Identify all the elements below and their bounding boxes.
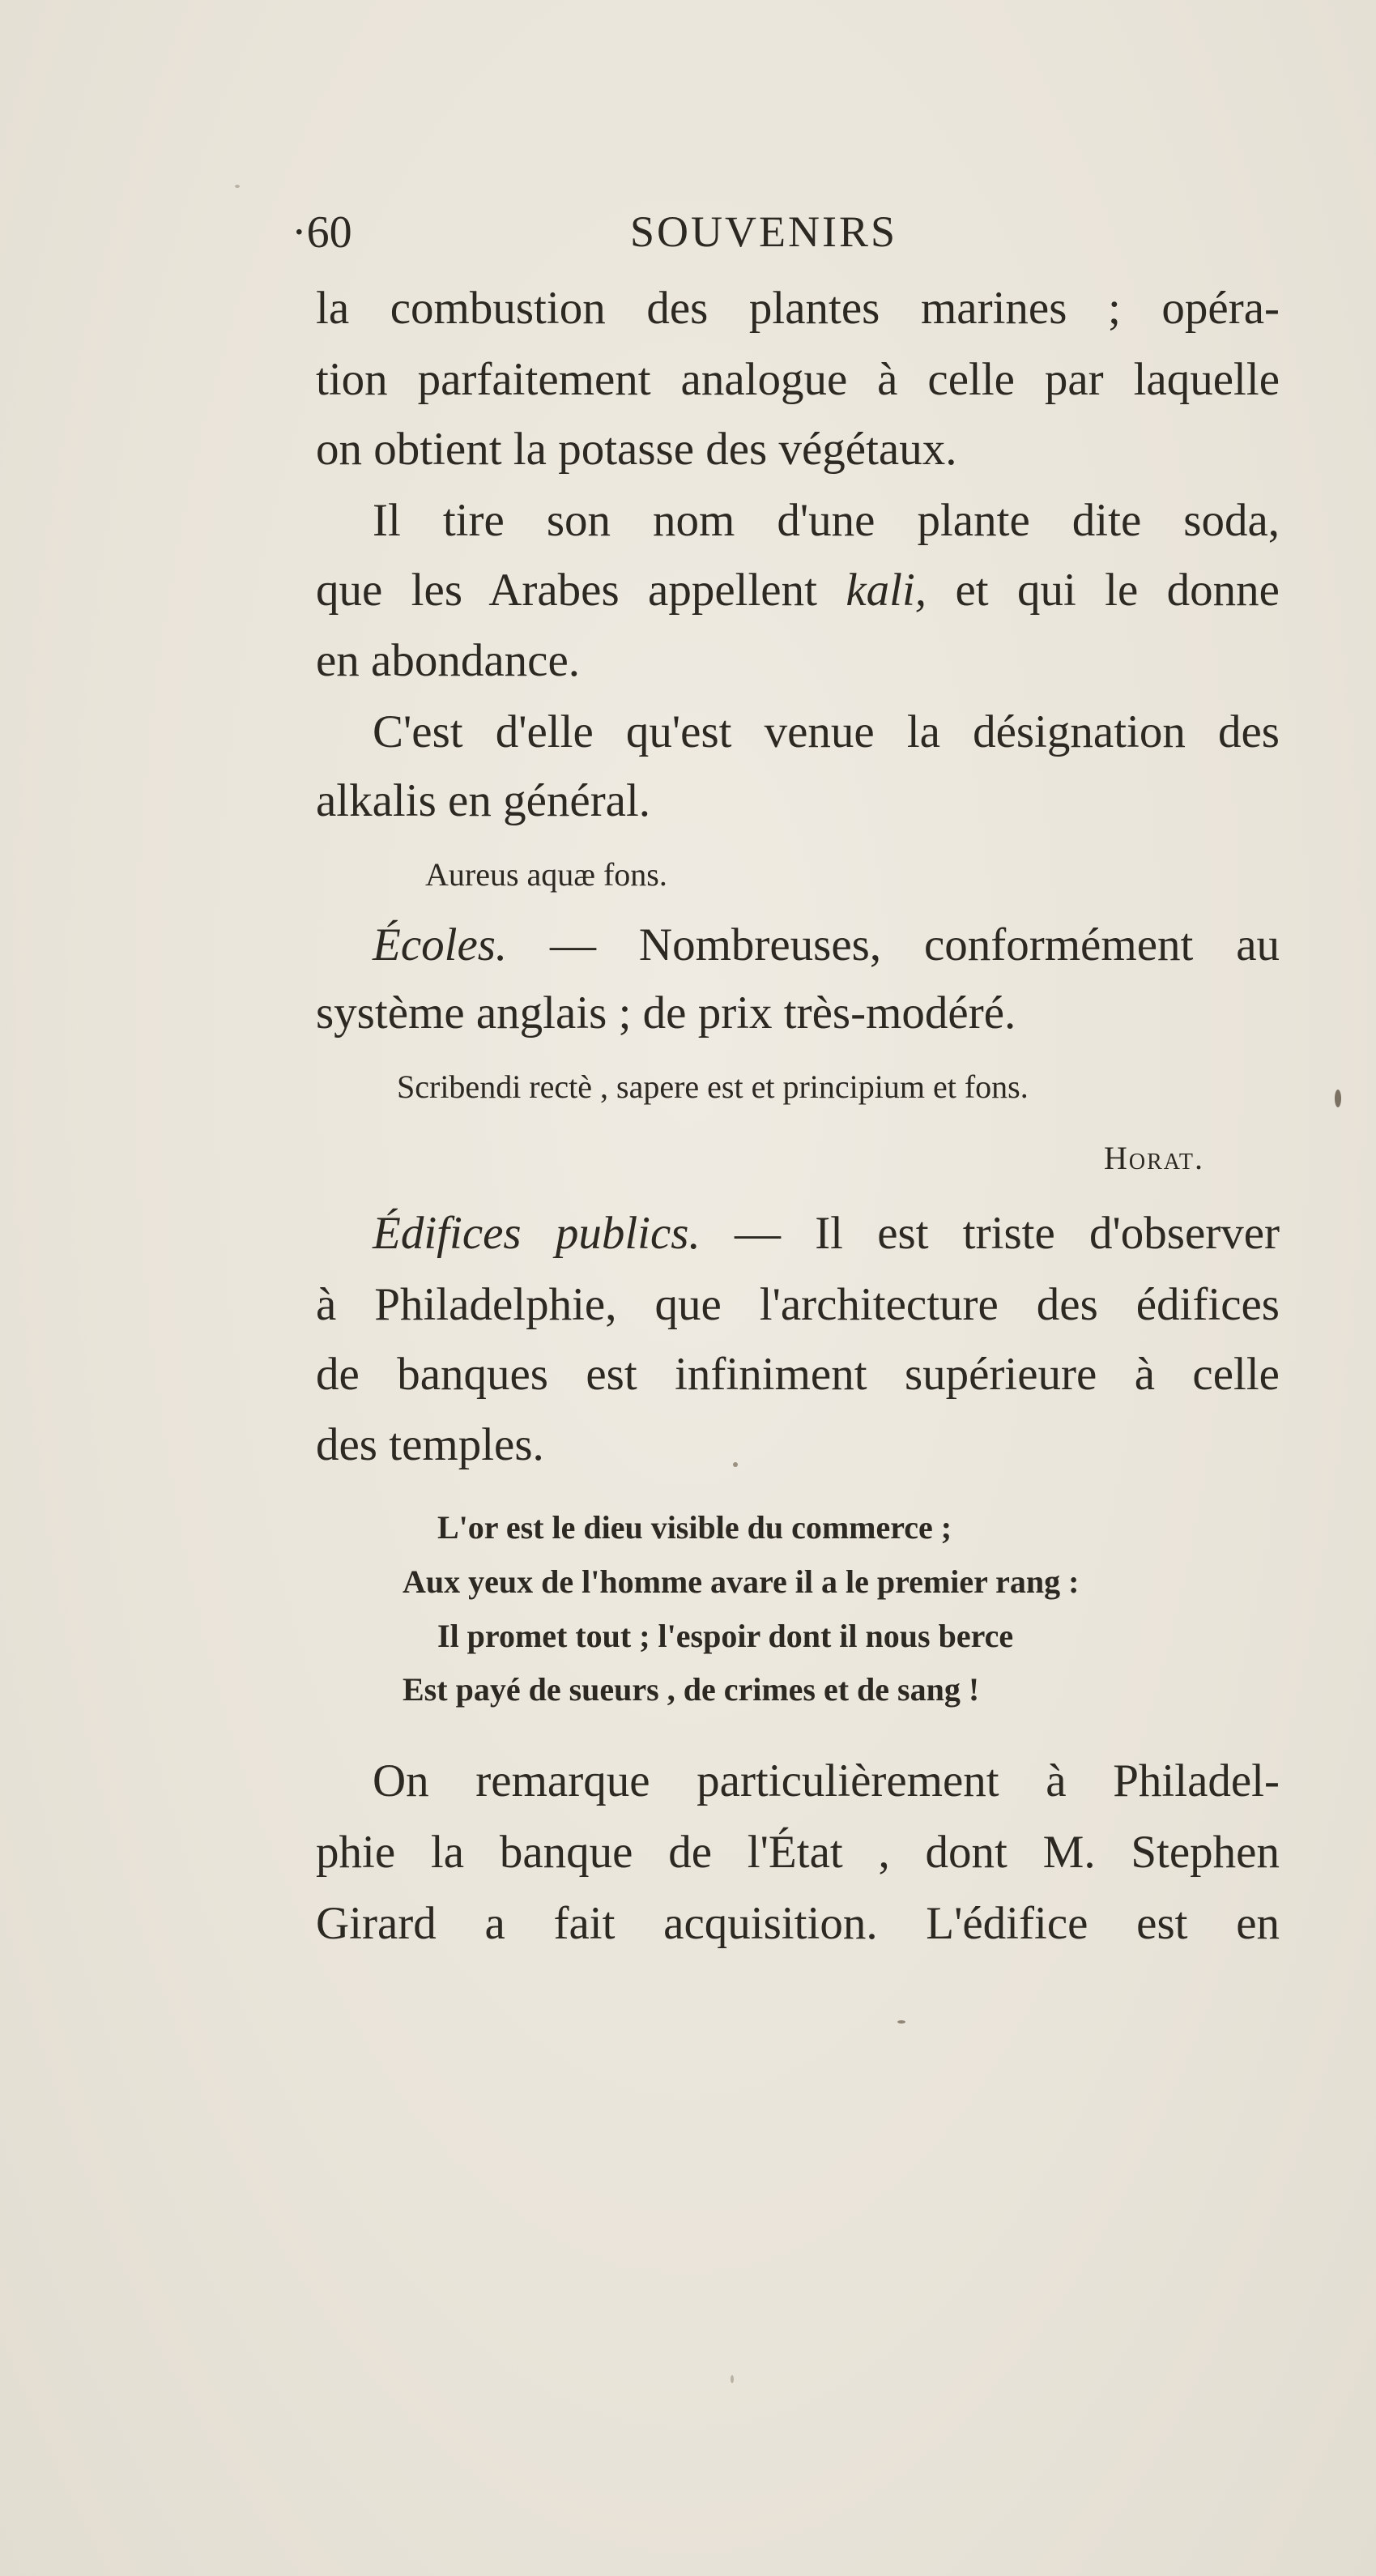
text-line: phie la banque de l'État , dont M. Stephen xyxy=(316,1827,1280,1878)
text-line: de banques est infiniment supérieure à celle xyxy=(316,1349,1280,1400)
page-number: ·60 xyxy=(292,207,352,258)
running-title: SOUVENIRS xyxy=(630,207,898,256)
text-line: la combustion des plantes marines ; opéra- xyxy=(316,283,1280,334)
quotation-attribution: Horat. xyxy=(1103,1140,1204,1176)
section-heading-ecoles: Écoles. — Nombreuses, conformément au xyxy=(373,919,1280,970)
verse-line: Aux yeux de l'homme avare il a le premier rang : xyxy=(403,1563,1080,1600)
text-line: Girard a fait acquisition. L'édifice est en xyxy=(316,1898,1280,1949)
running-head xyxy=(283,207,931,271)
text-line: en abondance. xyxy=(316,635,580,686)
section-heading-edifices: Édifices publics. — Il est triste d'observer xyxy=(373,1208,1280,1259)
paper-speck xyxy=(733,1462,738,1467)
paper-speck xyxy=(235,185,240,188)
text-line: que les Arabes appellent kali, et qui le donne xyxy=(316,565,1280,616)
latin-quotation: Aureus aquæ fons. xyxy=(425,856,667,893)
text-line: système anglais ; de prix très-modéré. xyxy=(316,987,1016,1039)
text-line: tion parfaitement analogue à celle par laquelle xyxy=(316,354,1280,405)
text-line: des temples. xyxy=(316,1419,544,1470)
verse-line: Il promet tout ; l'espoir dont il nous berce xyxy=(437,1618,1014,1654)
paper-speck xyxy=(731,2375,734,2383)
text-line: alkalis en général. xyxy=(316,775,651,826)
latin-quotation: Scribendi rectè , sapere est et principium et fons. xyxy=(397,1068,1029,1105)
paragraph-start: C'est d'elle qu'est venue la désignation des xyxy=(373,706,1280,757)
paragraph-start: On remarque particulièrement à Philadel- xyxy=(373,1755,1280,1806)
paper-speck xyxy=(1335,1090,1341,1107)
text-line: à Philadelphie, que l'architecture des édifices xyxy=(316,1279,1280,1330)
text-line: on obtient la potasse des végétaux. xyxy=(316,424,957,475)
paper-speck xyxy=(897,2020,905,2024)
paragraph-start: Il tire son nom d'une plante dite soda, xyxy=(373,495,1280,546)
verse-line: L'or est le dieu visible du commerce ; xyxy=(437,1509,952,1546)
verse-line: Est payé de sueurs , de crimes et de sang ! xyxy=(403,1671,980,1708)
